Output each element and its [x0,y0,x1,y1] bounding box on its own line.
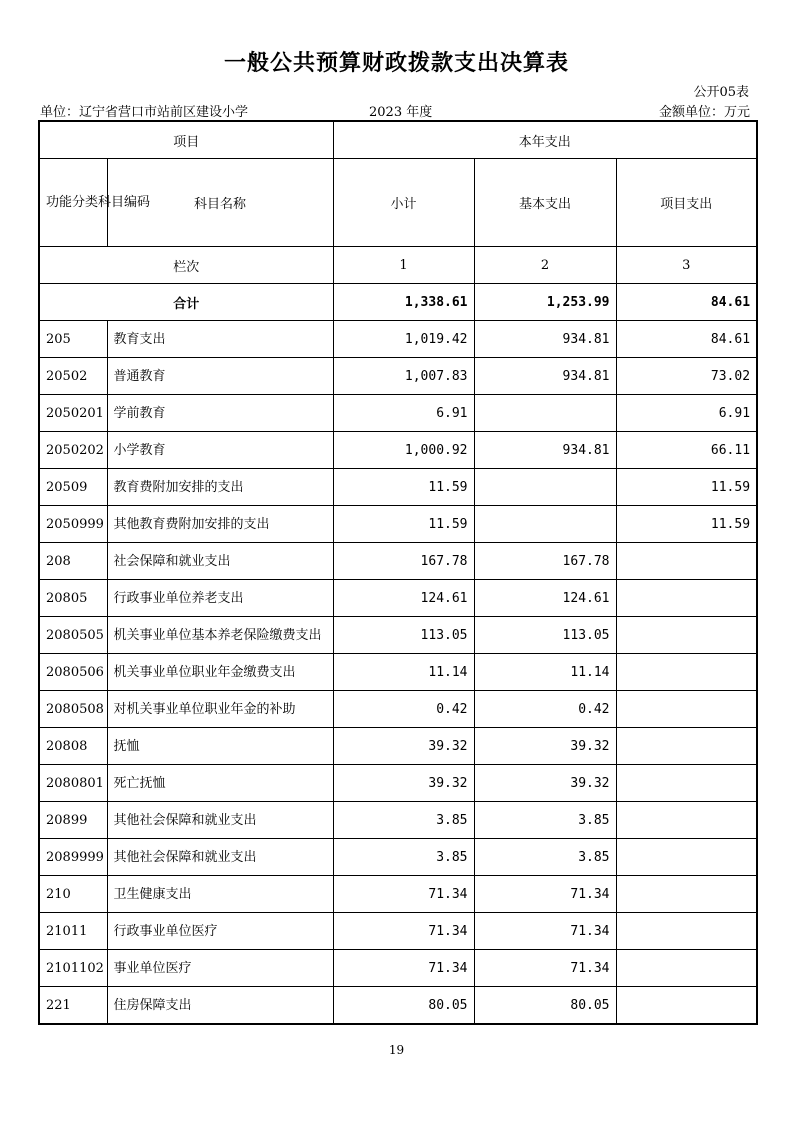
row-project: 84.61 [616,321,757,358]
row-project [616,728,757,765]
row-basic [474,506,616,543]
row-project [616,765,757,802]
row-subtotal: 6.91 [333,395,474,432]
row-subtotal: 167.78 [333,543,474,580]
row-name: 对机关事业单位职业年金的补助 [107,691,333,728]
row-subtotal: 3.85 [333,802,474,839]
row-project: 6.91 [616,395,757,432]
row-basic: 934.81 [474,432,616,469]
table-row [39,543,757,580]
row-code: 2080508 [39,691,107,728]
row-code: 20899 [39,802,107,839]
row-subtotal: 0.42 [333,691,474,728]
row-subtotal: 39.32 [333,728,474,765]
row-basic: 934.81 [474,321,616,358]
row-code: 2080801 [39,765,107,802]
row-project [616,950,757,987]
row-name: 卫生健康支出 [107,876,333,913]
row-subtotal: 3.85 [333,839,474,876]
row-name: 机关事业单位职业年金缴费支出 [107,654,333,691]
row-code: 20808 [39,728,107,765]
row-project: 66.11 [616,432,757,469]
col-3: 3 [616,247,757,284]
total-row [39,284,757,321]
row-subtotal: 1,007.83 [333,358,474,395]
row-subtotal: 1,000.92 [333,432,474,469]
table-row [39,987,757,1025]
row-basic: 71.34 [474,950,616,987]
row-code: 2089999 [39,839,107,876]
row-name: 教育费附加安排的支出 [107,469,333,506]
table-row [39,765,757,802]
row-subtotal: 71.34 [333,913,474,950]
col-label: 栏次 [39,247,333,284]
row-basic: 3.85 [474,802,616,839]
row-basic: 39.32 [474,728,616,765]
table-row [39,876,757,913]
row-name: 社会保障和就业支出 [107,543,333,580]
table-row [39,580,757,617]
row-subtotal: 113.05 [333,617,474,654]
row-basic: 39.32 [474,765,616,802]
page-title: 一般公共预算财政拨款支出决算表 [223,51,569,76]
table-row [39,321,757,358]
form-number: 公开05表 [693,85,749,100]
header-current-year-expense: 本年支出 [333,121,757,159]
row-name: 其他教育费附加安排的支出 [107,506,333,543]
table-row [39,432,757,469]
row-code: 210 [39,876,107,913]
amount-unit: 金额单位：万元 [658,105,750,120]
row-project [616,654,757,691]
row-code: 2050202 [39,432,107,469]
row-code: 21011 [39,913,107,950]
total-label: 合计 [39,284,333,321]
row-name: 小学教育 [107,432,333,469]
row-basic: 3.85 [474,839,616,876]
header-item: 项目 [39,121,333,159]
row-project: 11.59 [616,506,757,543]
fiscal-year: 2023 年度 [369,105,433,120]
total-subtotal: 1,338.61 [333,284,474,321]
row-subtotal: 11.59 [333,469,474,506]
row-name: 其他社会保障和就业支出 [107,802,333,839]
column-index-row [39,247,757,284]
header-row-2 [39,159,757,247]
header-project: 项目支出 [616,159,757,247]
row-basic: 113.05 [474,617,616,654]
row-project [616,876,757,913]
row-basic [474,469,616,506]
table-row [39,395,757,432]
row-subtotal: 39.32 [333,765,474,802]
row-name: 死亡抚恤 [107,765,333,802]
row-project [616,580,757,617]
row-subtotal: 11.14 [333,654,474,691]
table-row [39,802,757,839]
row-basic [474,395,616,432]
row-basic: 71.34 [474,913,616,950]
row-code: 2080505 [39,617,107,654]
row-code: 205 [39,321,107,358]
table-row [39,654,757,691]
total-project: 84.61 [616,284,757,321]
row-subtotal: 11.59 [333,506,474,543]
row-code: 221 [39,987,107,1025]
row-basic: 934.81 [474,358,616,395]
row-name: 事业单位医疗 [107,950,333,987]
row-basic: 11.14 [474,654,616,691]
header-func-code: 功能分类科目编码 [39,159,107,247]
row-project [616,543,757,580]
table-row [39,839,757,876]
row-subtotal: 71.34 [333,950,474,987]
row-name: 学前教育 [107,395,333,432]
row-subtotal: 1,019.42 [333,321,474,358]
table-row [39,617,757,654]
header-subject-name: 科目名称 [107,159,333,247]
row-name: 住房保障支出 [107,987,333,1025]
row-code: 2050999 [39,506,107,543]
table-row [39,358,757,395]
row-project [616,617,757,654]
row-project: 73.02 [616,358,757,395]
row-project [616,691,757,728]
row-name: 行政事业单位养老支出 [107,580,333,617]
row-basic: 0.42 [474,691,616,728]
meta-row [40,101,750,119]
row-subtotal: 124.61 [333,580,474,617]
row-project [616,987,757,1025]
row-basic: 167.78 [474,543,616,580]
row-project [616,913,757,950]
row-project [616,839,757,876]
row-name: 普通教育 [107,358,333,395]
row-code: 2050201 [39,395,107,432]
row-project: 11.59 [616,469,757,506]
row-name: 抚恤 [107,728,333,765]
header-row-1 [39,121,757,159]
row-name: 行政事业单位医疗 [107,913,333,950]
row-name: 其他社会保障和就业支出 [107,839,333,876]
col-2: 2 [474,247,616,284]
header-subtotal: 小计 [333,159,474,247]
row-basic: 71.34 [474,876,616,913]
row-subtotal: 71.34 [333,876,474,913]
unit-label: 单位：辽宁省营口市站前区建设小学 [40,105,249,120]
row-code: 20509 [39,469,107,506]
col-1: 1 [333,247,474,284]
row-name: 教育支出 [107,321,333,358]
row-subtotal: 80.05 [333,987,474,1025]
table-row [39,506,757,543]
budget-table [38,120,758,1025]
row-code: 2080506 [39,654,107,691]
row-basic: 124.61 [474,580,616,617]
row-code: 208 [39,543,107,580]
table-row [39,469,757,506]
table-row [39,728,757,765]
row-basic: 80.05 [474,987,616,1025]
row-code: 2101102 [39,950,107,987]
table-row [39,950,757,987]
table-row [39,913,757,950]
page-number: 19 [388,1043,405,1057]
total-basic: 1,253.99 [474,284,616,321]
header-basic: 基本支出 [474,159,616,247]
row-code: 20502 [39,358,107,395]
row-code: 20805 [39,580,107,617]
row-project [616,802,757,839]
row-name: 机关事业单位基本养老保险缴费支出 [107,617,333,654]
table-row [39,691,757,728]
